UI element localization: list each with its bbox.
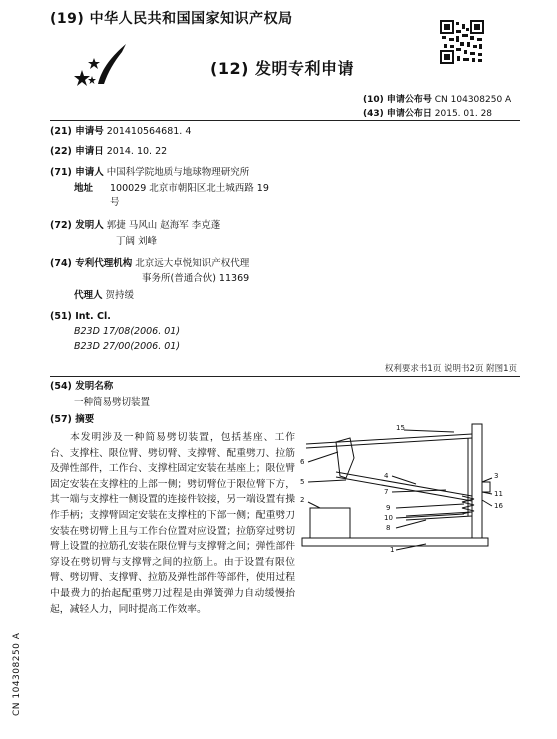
ipc-label: (51) Int. Cl. xyxy=(50,311,111,322)
pub-no: CN 104308250 A xyxy=(434,95,512,105)
agency-row xyxy=(50,258,249,270)
ipc-code-1: B23D 17/08(2006. 01) xyxy=(74,326,181,337)
divider-top xyxy=(50,120,520,121)
app-date-label: (22) 申请日 xyxy=(50,146,104,157)
fig-label-16: 16 xyxy=(494,502,503,510)
fig-label-1: 1 xyxy=(390,546,395,554)
app-no: 201410564681. 4 xyxy=(106,126,192,137)
application-date-row xyxy=(50,146,167,158)
inventor-row xyxy=(50,220,220,232)
fig-label-9: 9 xyxy=(386,504,391,512)
office-name: (19) 中华人民共和国国家知识产权局 xyxy=(50,11,293,27)
fig-label-6: 6 xyxy=(300,458,305,466)
agent-label: 代理人 xyxy=(74,290,103,301)
document-type: (12) 发明专利申请 xyxy=(210,59,354,78)
fig-label-15: 15 xyxy=(396,424,405,432)
page-counts: 权利要求书1页 说明书2页 附图1页 xyxy=(384,364,517,374)
abstract-text: 本发明涉及一种简易劈切装置，包括基座、工作台、支撑柱、限位臂、劈切臂、支撑臂、配重劈刀、拉筋及弹性部件，工作台、支撑柱固定安装在基座上；限位臂固定安装在支撑柱的上部一侧；劈切臂位于限位臂下方，其一端与支撑柱一侧设置的连接件铰接，另一端设置有操作手柄；支撑臂固定安装在支撑柱的下部一侧；配重劈刀安装在劈切臂上且与工作台位置对应设置；拉筋穿过劈切臂上设置的拉筋孔安装在限位臂与支撑臂之间；弹性部件穿设在劈切臂与支撑臂之间的拉筋上。由于设置有限位臂、劈切臂、支撑臂、拉筋及弹性部件等部件，使用过程中最费力的抬起配重劈刀过程是由弹簧弹力自动缓慢抬起，减轻人力，同时提高工作效率。 xyxy=(50,432,295,615)
inventors-line1: 郭捷 马风山 赵海军 李克蓬 xyxy=(106,220,221,231)
abstract-label: (57) 摘要 xyxy=(50,414,95,425)
app-date: 2014. 10. 22 xyxy=(106,146,168,157)
address-line2: 号 xyxy=(110,197,120,208)
side-publication-number: CN 104308250 A xyxy=(12,632,22,716)
patent-drawing xyxy=(296,420,516,560)
publication-date-row xyxy=(363,106,492,119)
application-number-row xyxy=(50,126,191,138)
cutting-arm xyxy=(336,472,472,496)
pub-date-label: (43) 申请公布日 xyxy=(363,109,432,119)
qr-code-icon xyxy=(440,20,484,64)
inventor-label: (72) 发明人 xyxy=(50,220,104,231)
address-label: 地址 xyxy=(74,183,94,194)
title-label: (54) 发明名称 xyxy=(50,381,114,392)
cnipa-emblem-icon xyxy=(72,38,128,88)
agent: 贺持缓 xyxy=(105,290,135,301)
support-column xyxy=(472,424,482,538)
fig-label-7: 7 xyxy=(384,488,389,496)
pub-date: 2015. 01. 28 xyxy=(434,109,493,119)
app-no-label: (21) 申请号 xyxy=(50,126,104,137)
agency-line2: 事务所(普通合伙) 11369 xyxy=(142,273,250,284)
fig-label-2: 2 xyxy=(300,496,305,504)
worktable xyxy=(310,508,350,538)
pub-no-label: (10) 申请公布号 xyxy=(363,95,432,105)
fig-label-10: 10 xyxy=(384,514,393,522)
invention-title: 一种简易劈切装置 xyxy=(74,397,151,408)
fig-label-11: 11 xyxy=(494,490,503,498)
applicant: 中国科学院地质与地球物理研究所 xyxy=(106,167,250,178)
base-plate xyxy=(302,538,488,546)
fig-label-8: 8 xyxy=(386,524,391,532)
agent-row xyxy=(74,290,134,302)
fig-label-4: 4 xyxy=(384,472,389,480)
fig-label-5: 5 xyxy=(300,478,305,486)
agency-line1: 北京远大卓悦知识产权代理 xyxy=(135,258,250,269)
applicant-row xyxy=(50,167,249,179)
connector xyxy=(482,482,490,492)
applicant-label: (71) 申请人 xyxy=(50,167,104,178)
publication-number-row xyxy=(363,92,511,105)
fig-label-3: 3 xyxy=(494,472,499,480)
agency-label: (74) 专利代理机构 xyxy=(50,258,133,269)
divider-middle xyxy=(50,376,520,377)
address-line1: 100029 北京市朝阳区北土城西路 19 xyxy=(110,183,269,194)
ipc-code-2: B23D 27/00(2006. 01) xyxy=(74,341,181,352)
inventors-line2: 丁阔 刘峰 xyxy=(116,236,158,247)
